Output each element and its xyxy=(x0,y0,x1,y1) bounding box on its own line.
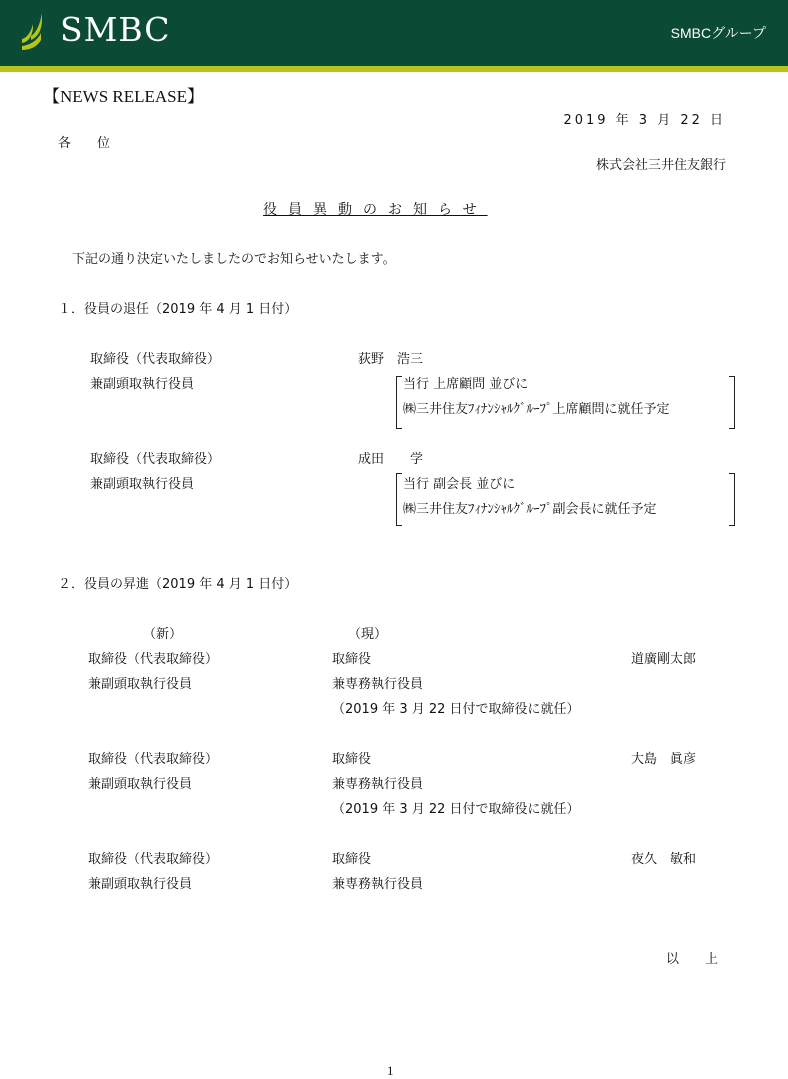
release-date: 2019 年 3 月 22 日 xyxy=(563,113,726,128)
promo-name: 道廣剛太郎 xyxy=(631,652,697,667)
bracket-right xyxy=(729,473,735,526)
smbc-logo-icon xyxy=(19,13,47,53)
bracket-left xyxy=(396,473,402,526)
column-current-label: （現） xyxy=(348,627,388,642)
retire-title-1: 取締役（代表取締役） xyxy=(90,452,221,467)
section1-heading: １．役員の退任（2019 年 4 月 1 日付） xyxy=(58,302,298,317)
promo-current-2: 兼専務執行役員 xyxy=(332,677,424,692)
promo-current-1: 取締役 xyxy=(332,752,372,767)
smbc-logo-text: SMBC xyxy=(60,10,171,49)
header-banner xyxy=(0,0,788,66)
page-title: 役員異動のお知らせ xyxy=(263,202,488,218)
intro-text: 下記の通り決定いたしましたのでお知らせいたします。 xyxy=(72,252,396,267)
smbc-group-label: SMBCグループ xyxy=(670,25,766,41)
promo-current-1: 取締役 xyxy=(332,852,372,867)
retire-name: 成田 学 xyxy=(358,452,424,467)
column-new-label: （新） xyxy=(143,627,183,642)
promo-new-1: 取締役（代表取締役） xyxy=(88,752,219,767)
issuer-name: 株式会社三井住友銀行 xyxy=(595,158,726,173)
promo-current-1: 取締役 xyxy=(332,652,372,667)
retire-note-2: ㈱三井住友ﾌｨﾅﾝｼｬﾙｸﾞﾙｰﾌﾟ上席顧問に就任予定 xyxy=(403,402,670,417)
promo-current-2: 兼専務執行役員 xyxy=(332,777,424,792)
promo-new-1: 取締役（代表取締役） xyxy=(88,852,219,867)
promo-current-note: （2019 年 3 月 22 日付で取締役に就任） xyxy=(332,702,580,717)
news-release-label: 【NEWS RELEASE】 xyxy=(43,87,205,106)
retire-title-1: 取締役（代表取締役） xyxy=(90,352,221,367)
closing-mark: 以 上 xyxy=(666,952,719,967)
promo-name: 夜久 敏和 xyxy=(631,852,697,867)
retire-name: 荻野 浩三 xyxy=(358,352,424,367)
retire-note-1: 当行 上席顧問 並びに xyxy=(403,377,529,392)
page-number: 1 xyxy=(387,1063,394,1078)
retire-note-1: 当行 副会長 並びに xyxy=(403,477,516,492)
retire-note-2: ㈱三井住友ﾌｨﾅﾝｼｬﾙｸﾞﾙｰﾌﾟ副会長に就任予定 xyxy=(403,502,657,517)
promo-new-2: 兼副頭取執行役員 xyxy=(88,777,193,792)
promo-current-2: 兼専務執行役員 xyxy=(332,877,424,892)
retire-title-2: 兼副頭取執行役員 xyxy=(90,377,195,392)
header-accent-stripe xyxy=(0,66,788,72)
bracket-left xyxy=(396,376,402,429)
bracket-right xyxy=(729,376,735,429)
section2-heading: ２．役員の昇進（2019 年 4 月 1 日付） xyxy=(58,577,298,592)
retire-title-2: 兼副頭取執行役員 xyxy=(90,477,195,492)
promo-current-note: （2019 年 3 月 22 日付で取締役に就任） xyxy=(332,802,580,817)
promo-name: 大島 眞彦 xyxy=(631,752,697,767)
promo-new-2: 兼副頭取執行役員 xyxy=(88,677,193,692)
promo-new-2: 兼副頭取執行役員 xyxy=(88,877,193,892)
addressee: 各 位 xyxy=(58,136,111,151)
promo-new-1: 取締役（代表取締役） xyxy=(88,652,219,667)
